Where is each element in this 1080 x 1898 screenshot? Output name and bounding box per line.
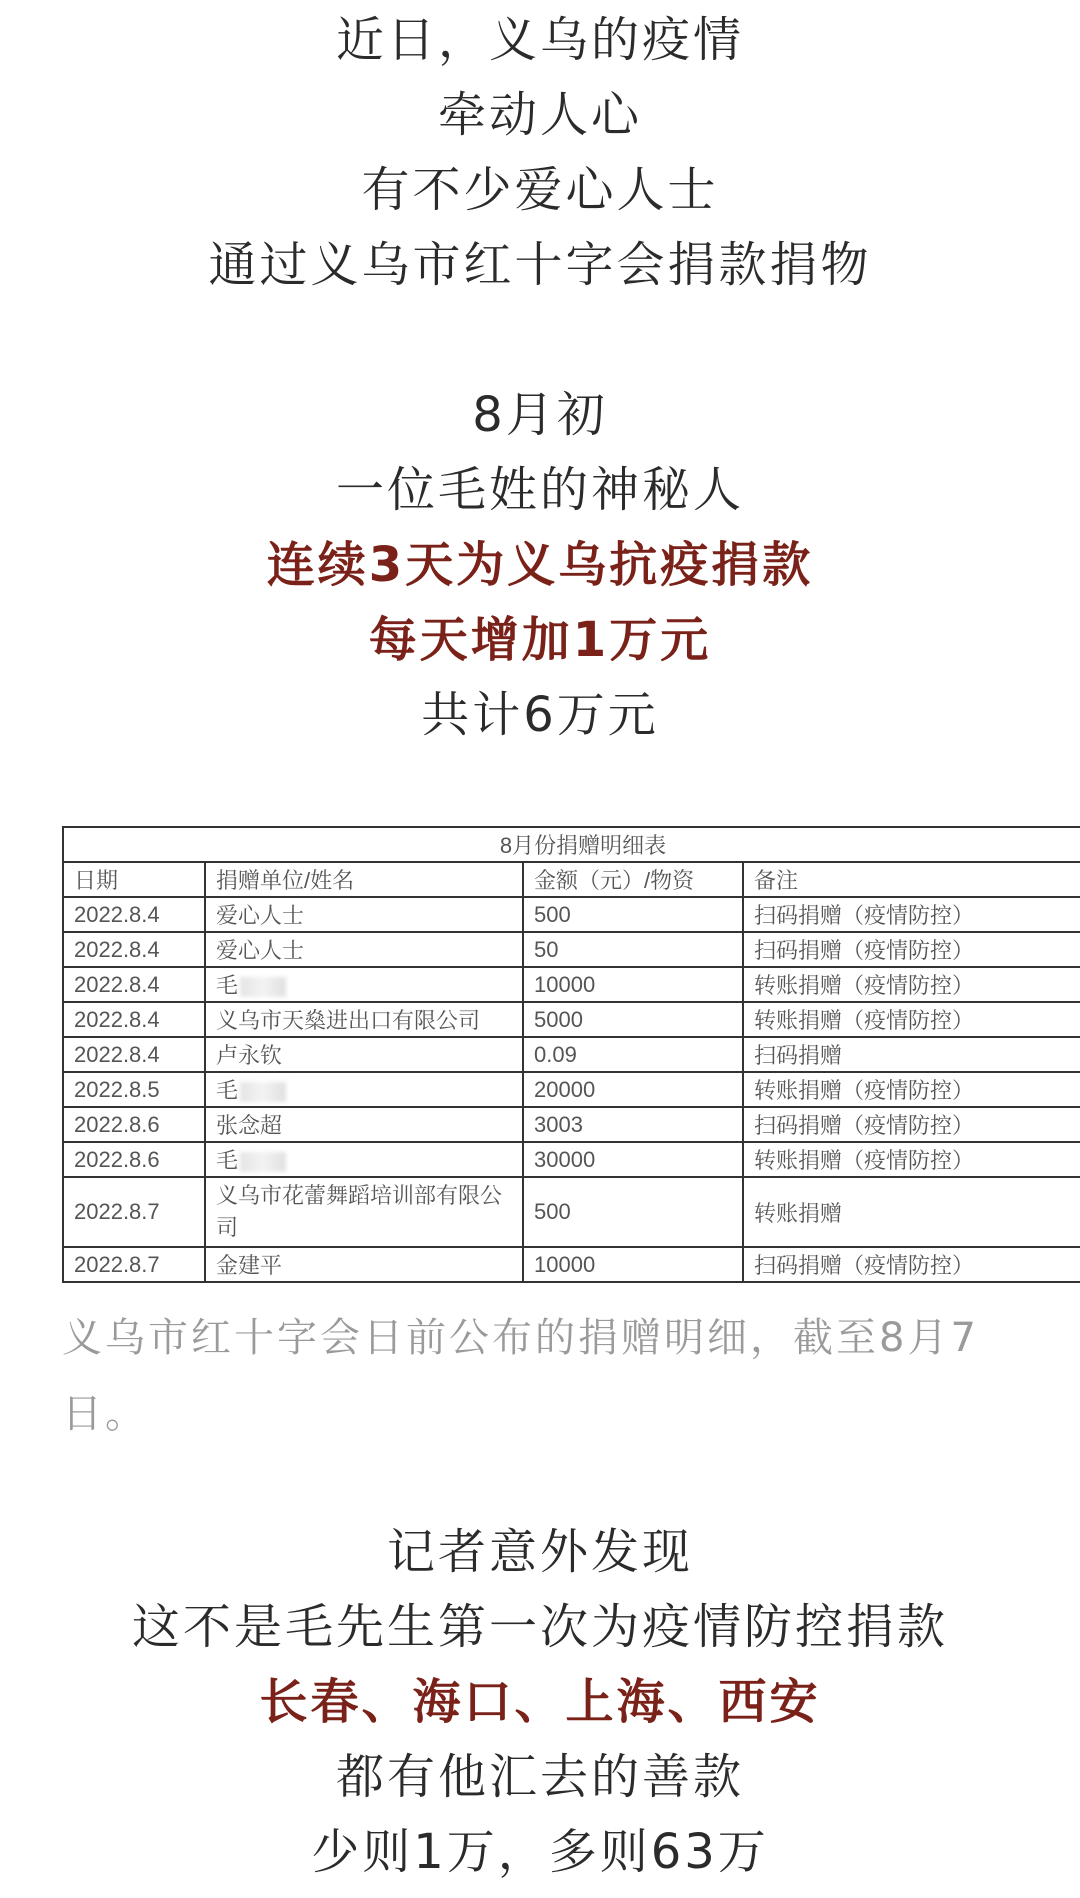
table-cell-text: 毛 bbox=[216, 1148, 239, 1173]
table-cell-text: 义乌市花蕾舞蹈培训部有限公司 bbox=[216, 1183, 503, 1240]
table-cell bbox=[743, 1072, 1080, 1107]
table-cell bbox=[523, 1002, 743, 1037]
table-cell-text: 转账捐赠（疫情防控） bbox=[754, 1078, 975, 1103]
followup-line-1: 记者意外发现 bbox=[386, 1524, 693, 1580]
table-cell bbox=[743, 897, 1080, 932]
table-cell bbox=[523, 932, 743, 967]
table-cell-text: 30000 bbox=[534, 1146, 596, 1172]
table-cell bbox=[63, 1037, 205, 1072]
table-cell bbox=[743, 967, 1080, 1002]
table-cell-text: 10000 bbox=[534, 971, 596, 997]
table-cell-text: 5000 bbox=[534, 1006, 583, 1032]
table-cell bbox=[205, 1142, 523, 1177]
table-title: 8月份捐赠明细表 bbox=[63, 827, 1080, 862]
story-highlight-2: 每天增加1万元 bbox=[368, 612, 712, 668]
table-cell-text: 0.09 bbox=[534, 1041, 577, 1067]
table-cell bbox=[743, 932, 1080, 967]
table-row bbox=[63, 1107, 1080, 1142]
intro-line-3: 有不少爱心人士 bbox=[361, 162, 719, 218]
table-cell-text: 2022.8.4 bbox=[74, 971, 160, 997]
table-row bbox=[63, 1072, 1080, 1107]
table-cell-text: 2022.8.4 bbox=[74, 1041, 160, 1067]
redacted-name-blur bbox=[240, 1152, 286, 1172]
table-cell-text: 金建平 bbox=[216, 1253, 283, 1278]
table-cell bbox=[205, 1037, 523, 1072]
table-cell-text: 2022.8.7 bbox=[74, 1199, 160, 1224]
table-cell bbox=[743, 1037, 1080, 1072]
redacted-name-blur bbox=[240, 977, 286, 997]
story-line-2: 一位毛姓的神秘人 bbox=[335, 462, 744, 518]
table-cell-text: 爱心人士 bbox=[216, 938, 305, 963]
table-cell-text: 2022.8.4 bbox=[74, 901, 160, 927]
table-header-cell: 日期 bbox=[63, 862, 205, 897]
table-cell-text: 2022.8.5 bbox=[74, 1076, 160, 1102]
table-cell bbox=[63, 1072, 205, 1107]
table-cell bbox=[205, 1247, 523, 1282]
table-cell bbox=[523, 1072, 743, 1107]
intro-line-1: 近日，义乌的疫情 bbox=[335, 12, 744, 68]
table-header-cell: 捐赠单位/姓名 bbox=[205, 862, 523, 897]
table-header-cell: 金额（元）/物资 bbox=[523, 862, 743, 897]
table-cell bbox=[523, 967, 743, 1002]
story-line-3: 共计6万元 bbox=[421, 687, 659, 743]
followup-line-3: 都有他汇去的善款 bbox=[335, 1749, 744, 1805]
table-cell bbox=[205, 1002, 523, 1037]
table-cell-text: 2022.8.4 bbox=[74, 936, 160, 962]
table-cell bbox=[523, 1142, 743, 1177]
table-cell bbox=[205, 932, 523, 967]
story-highlight-1: 连续3天为义乌抗疫捐款 bbox=[266, 537, 814, 593]
table-cell-text: 转账捐赠 bbox=[754, 1200, 843, 1226]
table-cell bbox=[743, 1142, 1080, 1177]
table-cell-text: 扫码捐赠（疫情防控） bbox=[754, 1253, 975, 1278]
table-row bbox=[63, 1177, 1080, 1247]
table-row bbox=[63, 1142, 1080, 1177]
table-header-row bbox=[63, 862, 1080, 897]
table-header-cell: 备注 bbox=[743, 862, 1080, 897]
table-cell bbox=[743, 1177, 1080, 1247]
donation-table bbox=[62, 826, 1080, 1283]
table-cell-text: 扫码捐赠（疫情防控） bbox=[754, 1113, 975, 1138]
table-cell bbox=[205, 1107, 523, 1142]
table-cell-text: 2022.8.7 bbox=[74, 1251, 160, 1277]
table-cell bbox=[523, 1107, 743, 1142]
table-cell-text: 转账捐赠（疫情防控） bbox=[754, 1008, 975, 1033]
table-cell-text: 3003 bbox=[534, 1111, 583, 1137]
table-cell-text: 2022.8.4 bbox=[74, 1006, 160, 1032]
table-cell bbox=[63, 932, 205, 967]
table-cell-text: 20000 bbox=[534, 1076, 596, 1102]
table-cell-text: 2022.8.6 bbox=[74, 1111, 160, 1137]
followup-line-4: 少则1万，多则63万 bbox=[311, 1824, 769, 1880]
table-cell-text: 500 bbox=[534, 1199, 571, 1224]
table-cell bbox=[63, 1177, 205, 1247]
table-cell bbox=[523, 1177, 743, 1247]
table-row bbox=[63, 1037, 1080, 1072]
table-row bbox=[63, 1247, 1080, 1282]
table-caption: 义乌市红十字会日前公布的捐赠明细，截至8月7日。 bbox=[62, 1315, 979, 1437]
table-cell-text: 义乌市天燊进出口有限公司 bbox=[216, 1008, 481, 1033]
table-cell bbox=[205, 897, 523, 932]
table-row bbox=[63, 897, 1080, 932]
table-cell-text: 50 bbox=[534, 936, 559, 962]
table-cell-text: 毛 bbox=[216, 1078, 239, 1103]
table-cell-text: 扫码捐赠 bbox=[754, 1043, 843, 1068]
table-cell-text: 扫码捐赠（疫情防控） bbox=[754, 938, 975, 963]
table-cell bbox=[63, 1002, 205, 1037]
table-cell-text: 爱心人士 bbox=[216, 903, 305, 928]
table-cell bbox=[63, 967, 205, 1002]
table-row bbox=[63, 932, 1080, 967]
table-cell-text: 500 bbox=[534, 901, 571, 927]
table-row bbox=[63, 967, 1080, 1002]
table-cell bbox=[205, 967, 523, 1002]
followup-highlight: 长春、海口、上海、西安 bbox=[259, 1674, 821, 1730]
table-cell-text: 10000 bbox=[534, 1251, 596, 1277]
intro-line-2: 牵动人心 bbox=[437, 87, 642, 143]
table-cell-text: 2022.8.6 bbox=[74, 1146, 160, 1172]
redacted-name-blur bbox=[240, 1082, 286, 1102]
table-cell bbox=[523, 1247, 743, 1282]
table-cell bbox=[523, 1037, 743, 1072]
table-cell-text: 毛 bbox=[216, 973, 239, 998]
intro-line-4: 通过义乌市红十字会捐款捐物 bbox=[208, 237, 872, 293]
followup-line-2: 这不是毛先生第一次为疫情防控捐款 bbox=[131, 1599, 948, 1655]
table-cell bbox=[743, 1107, 1080, 1142]
table-cell-text: 转账捐赠（疫情防控） bbox=[754, 1148, 975, 1173]
table-cell bbox=[205, 1177, 523, 1247]
table-cell bbox=[523, 897, 743, 932]
table-row bbox=[63, 1002, 1080, 1037]
table-cell bbox=[63, 1247, 205, 1282]
story-line-1: 8月初 bbox=[472, 387, 608, 443]
table-cell-text: 转账捐赠（疫情防控） bbox=[754, 973, 975, 998]
table-cell bbox=[743, 1002, 1080, 1037]
table-cell bbox=[743, 1247, 1080, 1282]
table-cell bbox=[205, 1072, 523, 1107]
table-cell-text: 张念超 bbox=[216, 1113, 283, 1138]
table-cell-text: 扫码捐赠（疫情防控） bbox=[754, 903, 975, 928]
table-cell bbox=[63, 1107, 205, 1142]
table-cell bbox=[63, 1142, 205, 1177]
table-cell-text: 卢永钦 bbox=[216, 1043, 283, 1068]
table-cell bbox=[63, 897, 205, 932]
